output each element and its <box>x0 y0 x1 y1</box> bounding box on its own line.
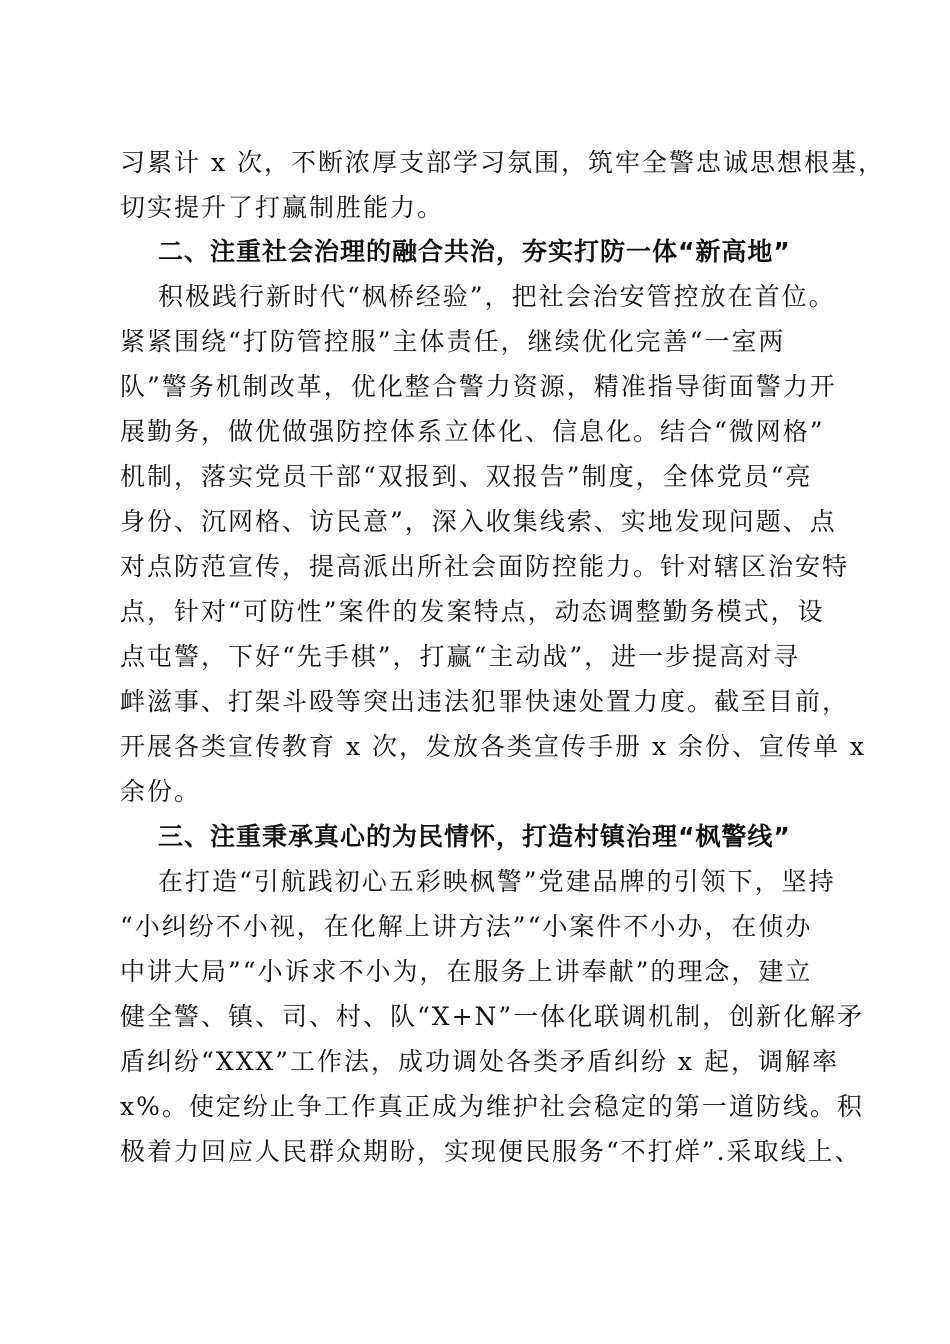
paragraph-line: 健全警、镇、司、村、队“X+N”一体化联调机制，创新化解矛 <box>120 1002 865 1031</box>
paragraph-line: 身份、沉网格、访民意”，深入收集线索、实地发现问题、点 <box>120 507 837 536</box>
paragraph-line: 盾纠纷“XXX”工作法，成功调处各类矛盾纠纷 x 起，调解率 <box>120 1047 839 1076</box>
paragraph-line: “小纠纷不小视，在化解上讲方法”“小案件不小办，在侦办 <box>120 912 813 941</box>
paragraph-line: 展勤务，做优做强防控体系立体化、信息化。结合“微网格” <box>120 417 825 446</box>
paragraph-line: 衅滋事、打架斗殴等突出违法犯罪快速处置力度。截至目前， <box>120 687 850 716</box>
paragraph-line: 在打造“引航践初心五彩映枫警”党建品牌的引领下，坚持 <box>158 867 836 896</box>
paragraph-line: 积极践行新时代“枫桥经验”，把社会治安管控放在首位。 <box>158 282 836 311</box>
paragraph-line: 点，针对“可防性”案件的发案特点，动态调整勤务模式，设 <box>120 597 825 626</box>
paragraph-line: 中讲大局”“小诉求不小为，在服务上讲奉献”的理念，建立 <box>120 957 813 986</box>
paragraph-line: 切实提升了打赢制胜能力。 <box>120 193 445 222</box>
paragraph-line: 点屯警，下好“先手棋”，打赢“主动战”，进一步提高对寻 <box>120 642 801 671</box>
section-heading: 三、注重秉承真心的为民情怀，打造村镇治理“枫警线” <box>158 822 791 851</box>
section-heading: 二、注重社会治理的融合共治，夯实打防一体“新高地” <box>158 237 791 266</box>
paragraph-line: 极着力回应人民群众期盼，实现便民服务“不打烊”.采取线上、 <box>120 1137 862 1166</box>
paragraph-line: 机制，落实党员干部“双报到、双报告”制度，全体党员“亮 <box>120 462 813 491</box>
paragraph-line: 习累计 x 次，不断浓厚支部学习氛围，筑牢全警忠诚思想根基， <box>120 148 885 177</box>
paragraph-line: 对点防范宣传，提高派出所社会面防控能力。针对辖区治安特 <box>120 552 850 581</box>
paragraph-line: 紧紧围绕“打防管控服”主体责任，继续优化完善“一室两 <box>120 327 786 356</box>
paragraph-line: 余份。 <box>120 777 202 806</box>
paragraph-line: 开展各类宣传教育 x 次，发放各类宣传手册 x 余份、宣传单 x <box>120 732 867 761</box>
paragraph-line: x%。使定纷止争工作真正成为维护社会稳定的第一道防线。积 <box>120 1092 864 1121</box>
paragraph-line: 队”警务机制改革，优化整合警力资源，精准指导街面警力开 <box>120 372 837 401</box>
